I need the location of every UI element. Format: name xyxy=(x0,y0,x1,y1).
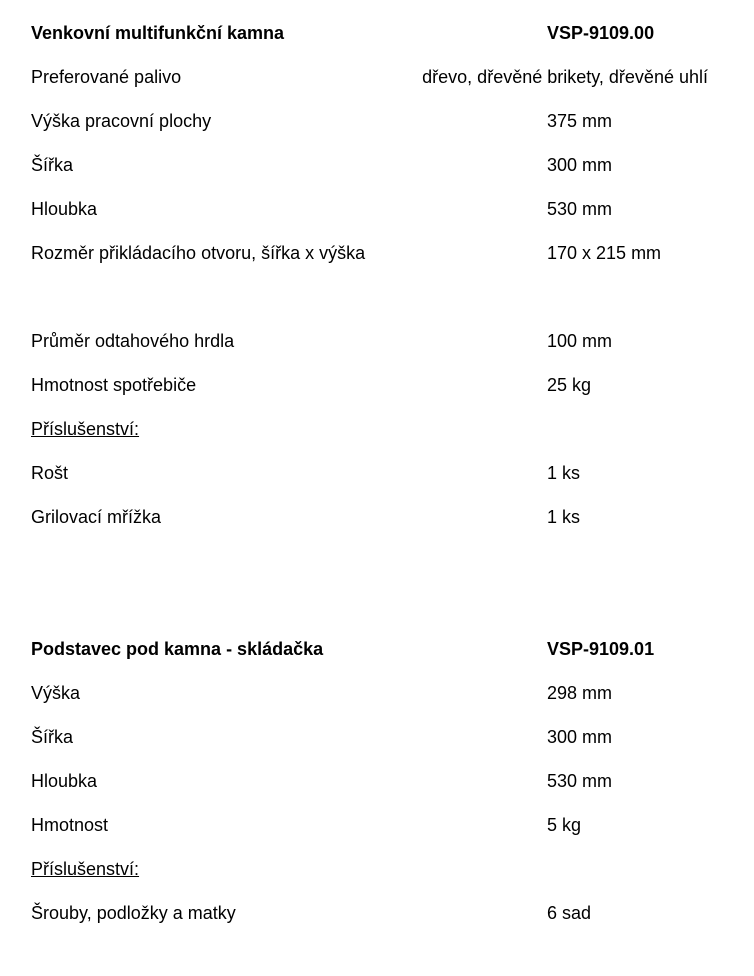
spec-value: 300 mm xyxy=(547,727,613,747)
product2-title: Podstavec pod kamna - skládačka xyxy=(31,639,324,659)
accessory-value: 1 ks xyxy=(547,463,581,483)
accessory-row-grill xyxy=(0,504,754,530)
spec-value: 170 x 215 mm xyxy=(547,243,662,263)
spec-label: Průměr odtahového hrdla xyxy=(31,331,235,351)
spec-label: Preferované palivo xyxy=(31,67,182,87)
product1-code: VSP-9109.00 xyxy=(547,23,655,43)
accessory-label: Grilovací mřížka xyxy=(31,507,162,527)
spec-value: 530 mm xyxy=(547,199,613,219)
spec-value: 100 mm xyxy=(547,331,613,351)
spec-label: Výška xyxy=(31,683,81,703)
spec-value: 300 mm xyxy=(547,155,613,175)
spec-row-width xyxy=(0,152,754,178)
spec-label: Šířka xyxy=(31,727,74,747)
spec-row-work-height xyxy=(0,108,754,134)
accessory-value: 6 sad xyxy=(547,903,592,923)
spec-row-depth xyxy=(0,196,754,222)
accessory-row-grate xyxy=(0,460,754,486)
product1-header-row xyxy=(0,20,754,46)
spec-row-depth xyxy=(0,768,754,794)
spec-row-weight xyxy=(0,812,754,838)
product2-header-row xyxy=(0,636,754,662)
spec-value: dřevo, dřevěné brikety, dřevěné uhlí xyxy=(422,67,708,87)
product1-accessories-heading-row xyxy=(0,416,754,442)
accessory-label: Šrouby, podložky a matky xyxy=(31,903,236,923)
spec-value: 375 mm xyxy=(547,111,613,131)
accessory-label: Rošt xyxy=(31,463,69,483)
spec-row-width xyxy=(0,724,754,750)
spec-row-weight xyxy=(0,372,754,398)
product2-code: VSP-9109.01 xyxy=(547,639,655,659)
spec-row-fuel xyxy=(0,64,754,90)
product2-accessories-heading-row xyxy=(0,856,754,882)
spec-label: Hmotnost spotřebiče xyxy=(31,375,197,395)
spec-row-opening xyxy=(0,240,754,266)
spec-label: Hmotnost xyxy=(31,815,109,835)
spec-row-height xyxy=(0,680,754,706)
accessory-row-screws xyxy=(0,900,754,926)
spec-value: 298 mm xyxy=(547,683,613,703)
spec-value: 25 kg xyxy=(547,375,592,395)
spec-label: Výška pracovní plochy xyxy=(31,111,212,131)
spec-label: Hloubka xyxy=(31,199,98,219)
product1-title: Venkovní multifunkční kamna xyxy=(31,23,285,43)
spec-label: Hloubka xyxy=(31,771,98,791)
spec-row-flue-diameter xyxy=(0,328,754,354)
spec-value: 5 kg xyxy=(547,815,582,835)
accessories-heading: Příslušenství: xyxy=(31,419,140,439)
accessories-heading: Příslušenství: xyxy=(31,859,140,879)
spec-label: Rozměr přikládacího otvoru, šířka x výška xyxy=(31,243,366,263)
spec-value: 530 mm xyxy=(547,771,613,791)
accessory-value: 1 ks xyxy=(547,507,581,527)
spec-label: Šířka xyxy=(31,155,74,175)
